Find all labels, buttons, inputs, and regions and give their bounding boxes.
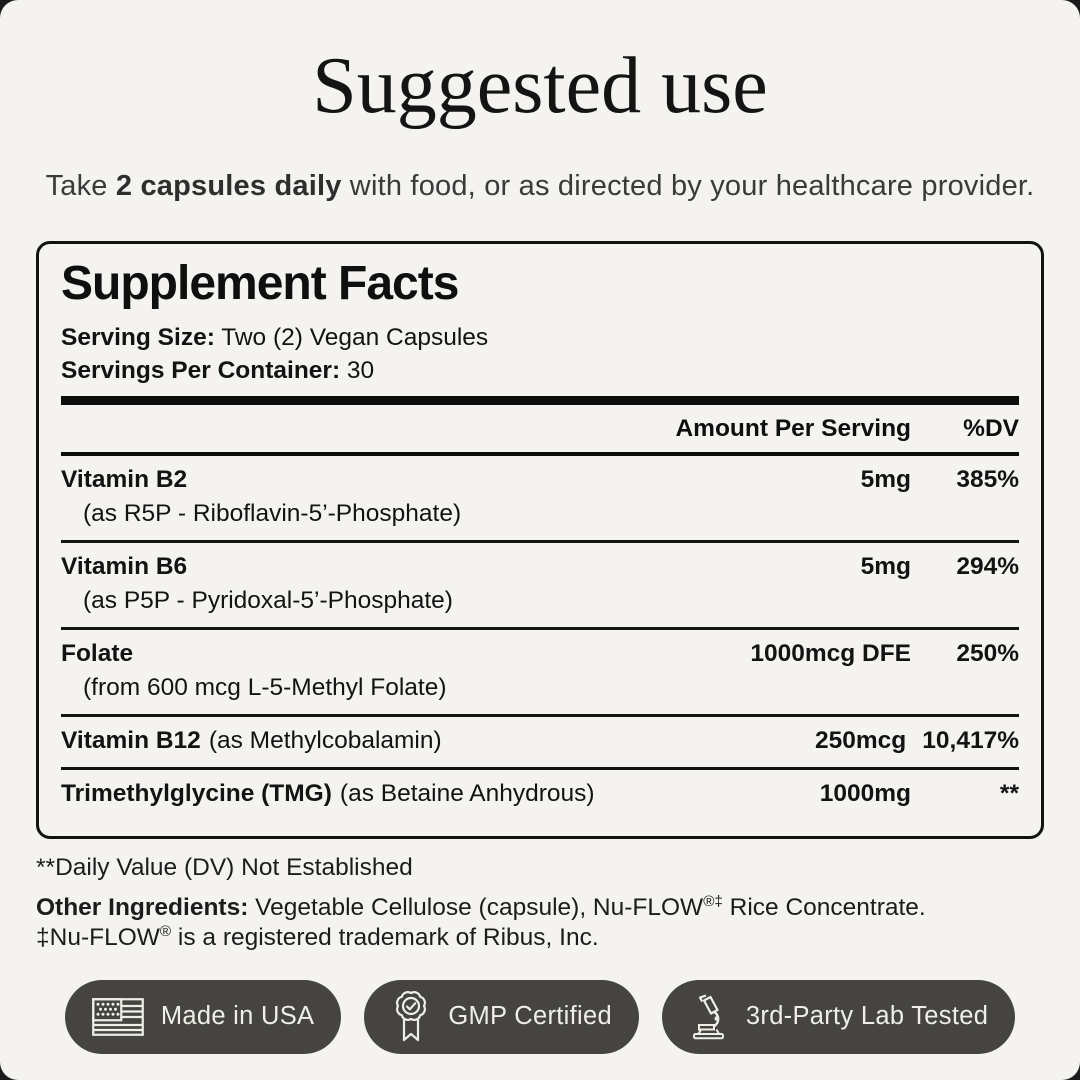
badge-label: 3rd-Party Lab Tested: [745, 1002, 989, 1031]
table-row: [61, 543, 1019, 630]
nutrient-subline: (as P5P - Pyridoxal-5’-Phosphate): [83, 586, 453, 614]
nutrient-name: Vitamin B2: [61, 465, 188, 493]
trust-badges-row: [0, 980, 1080, 1054]
other-ingredients-note: Other Ingredients: Vegetable Cellulose (capsule), Nu-FLOW®‡ Rice Concentrate. ‡Nu-FLOW® is a registered trademark of Ribus, Inc.: [36, 892, 926, 951]
servings-value: 30: [340, 356, 375, 384]
nutrient-dv: 250%: [956, 639, 1019, 667]
nutrient-dv: 294%: [956, 552, 1019, 580]
table-row: [61, 630, 1019, 717]
nutrient-dv: 10,417%: [922, 726, 1019, 754]
nutrient-dv: **: [999, 779, 1019, 807]
nutrient-name: Vitamin B6: [61, 552, 188, 580]
table-row: [61, 717, 1019, 770]
other-ingredients-label: Other Ingredients:: [36, 893, 249, 921]
badge-label: GMP Certified: [448, 1002, 612, 1031]
nutrient-subline: (from 600 mcg L-5-Methyl Folate): [83, 673, 447, 701]
column-header-dv: %DV: [963, 414, 1019, 442]
award-ribbon-icon: [391, 990, 431, 1044]
nutrient-subline: (as R5P - Riboflavin-5’-Phosphate): [83, 499, 462, 527]
nutrient-form: (as Betaine Anhydrous): [339, 779, 595, 807]
registered-mark: ®: [159, 922, 172, 940]
nutrient-amount: 1000mg: [819, 779, 911, 807]
badge-label: Made in USA: [160, 1002, 315, 1031]
nutrient-name: Trimethylglycine (TMG) (as Betaine Anhydrous): [61, 779, 595, 807]
footnotes: [36, 854, 1044, 953]
table-header-row: [61, 405, 1019, 456]
servings-label: Servings Per Container:: [61, 356, 341, 384]
registered-trademark-mark: ®‡: [703, 892, 723, 910]
nutrient-name: Folate: [61, 639, 134, 667]
badge-made-in-usa: [65, 980, 342, 1054]
badge-gmp-certified: [364, 980, 639, 1054]
table-row: [61, 770, 1019, 818]
intro-post: with food, or as directed by your healthcare provider.: [341, 170, 1035, 202]
intro-pre: Take: [45, 170, 116, 202]
facts-rows: [61, 456, 1019, 818]
nutrient-dv: 385%: [956, 465, 1019, 493]
dv-not-established-note: **Daily Value (DV) Not Established: [36, 853, 413, 881]
table-row: [61, 456, 1019, 543]
nutrient-amount: 250mcg: [815, 726, 907, 754]
supplement-facts-heading: Supplement Facts: [61, 257, 459, 310]
microscope-icon: [689, 994, 729, 1040]
badge-lab-tested: [662, 980, 1015, 1054]
serving-size-value: Two (2) Vegan Capsules: [214, 323, 489, 351]
nutrient-amount: 1000mcg DFE: [750, 639, 911, 667]
suggested-use-text: [36, 170, 1044, 203]
usa-flag-icon: [92, 998, 144, 1036]
intro-dosage: 2 capsules daily: [115, 170, 342, 202]
thick-divider: [61, 396, 1019, 405]
page-title: Suggested use: [312, 42, 768, 130]
column-header-amount: Amount Per Serving: [675, 414, 911, 442]
serving-size-label: Serving Size:: [61, 323, 215, 351]
trademark-note: ‡Nu-FLOW: [36, 923, 160, 951]
nutrient-name: Vitamin B12 (as Methylcobalamin): [61, 726, 442, 754]
nutrient-amount: 5mg: [860, 552, 911, 580]
serving-size-line: [61, 324, 1019, 352]
nutrient-form: (as Methylcobalamin): [208, 726, 442, 754]
nutrient-amount: 5mg: [860, 465, 911, 493]
supplement-facts-panel: [36, 241, 1044, 839]
servings-per-container-line: [61, 357, 1019, 385]
